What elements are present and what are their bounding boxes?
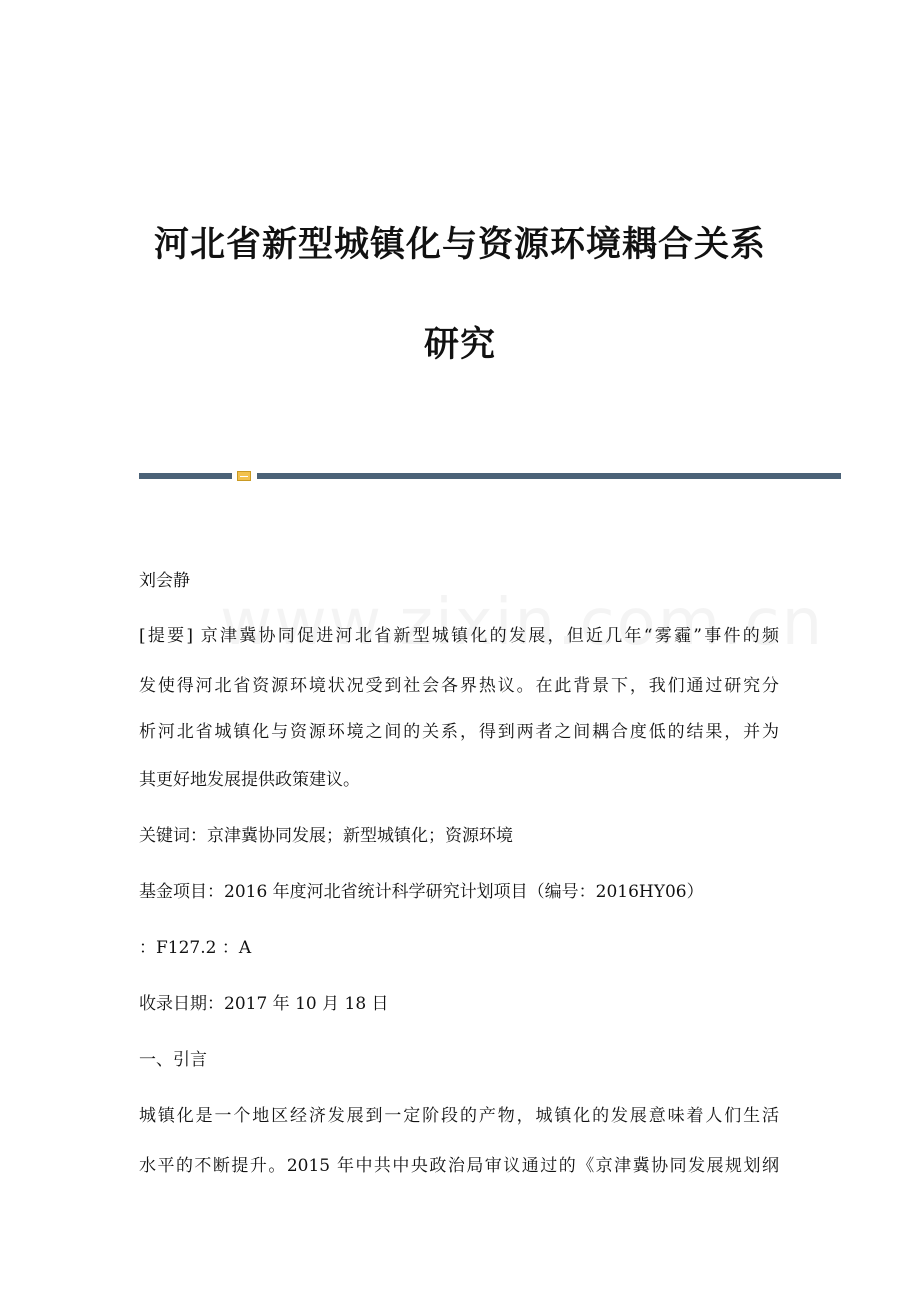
fund-info: 基金项目：2016 年度河北省统计科学研究计划项目（编号：2016HY06） <box>139 882 704 902</box>
received-date: 收录日期：2017 年 10 月 18 日 <box>139 994 389 1014</box>
abstract-line-3: 析河北省城镇化与资源环境之间的关系，得到两者之间耦合度低的结果，并为 <box>139 722 779 742</box>
divider-mark-icon <box>237 471 251 481</box>
keywords: 关键词：京津冀协同发展；新型城镇化；资源环境 <box>139 826 513 846</box>
abstract-line-1: [提要] 京津冀协同促进河北省新型城镇化的发展，但近几年“雾霾”事件的频 <box>139 626 779 646</box>
document-title-line-1: 河北省新型城镇化与资源环境耦合关系 <box>153 225 766 265</box>
abstract-line-2: 发使得河北省资源环境状况受到社会各界热议。在此背景下，我们通过研究分 <box>139 676 779 696</box>
watermark <box>220 586 780 660</box>
author-name: 刘会静 <box>139 571 190 591</box>
abstract-line-4: 其更好地发展提供政策建议。 <box>139 770 360 790</box>
body-line-2: 水平的不断提升。2015 年中共中央政治局审议通过的《京津冀协同发展规划纲 <box>139 1156 779 1176</box>
divider-bar-left <box>139 473 232 479</box>
body-line-1: 城镇化是一个地区经济发展到一定阶段的产物，城镇化的发展意味着人们生活 <box>139 1106 779 1126</box>
divider-bar-right <box>257 473 841 479</box>
section-heading: 一、引言 <box>139 1050 207 1070</box>
title-divider <box>139 471 841 481</box>
document-title-line-2: 研究 <box>423 325 496 365</box>
classification-code: ：F127.2 ：A <box>139 938 252 958</box>
